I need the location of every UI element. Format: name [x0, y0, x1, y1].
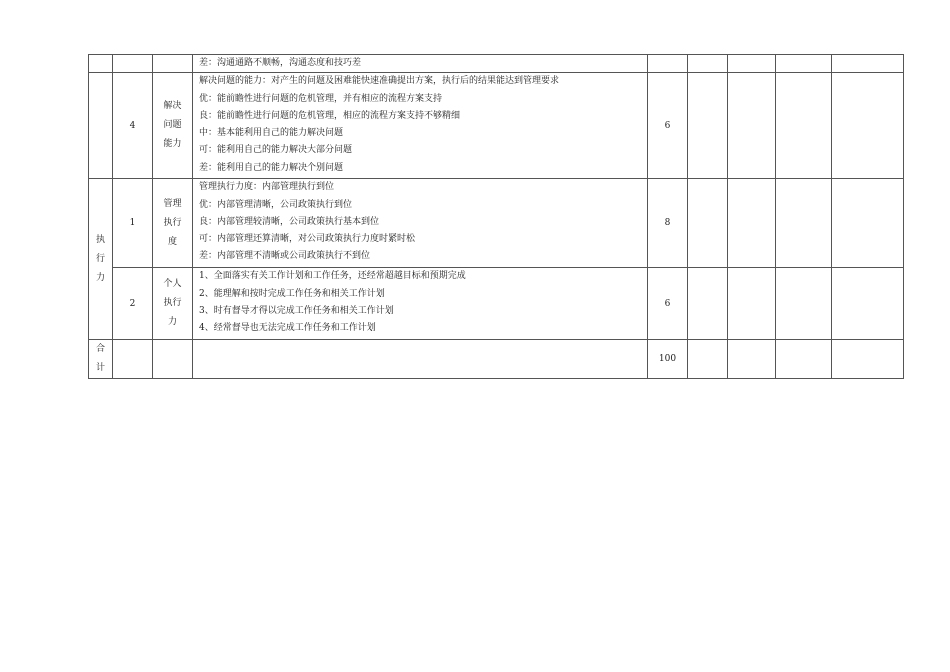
blank-cell: [688, 73, 728, 179]
number-cell: [113, 340, 153, 379]
item-label: 个人: [163, 279, 182, 290]
category-label: 执: [95, 234, 105, 245]
item-cell: [153, 268, 193, 340]
blank-cell: [688, 340, 728, 379]
blank-cell: [728, 55, 776, 73]
criteria-cell: [193, 179, 648, 268]
category-cell: [89, 340, 113, 379]
score-cell: [648, 55, 688, 73]
criteria-cell: [193, 268, 648, 340]
evaluation-table: [88, 54, 904, 379]
category-cell: [89, 179, 113, 340]
category-label: 力: [95, 272, 105, 283]
item-label: 执行: [163, 217, 182, 228]
blank-cell: [832, 73, 904, 179]
score-cell: 6: [648, 73, 688, 179]
criteria-line: 良：内部管理较清晰，公司政策执行基本到位: [199, 216, 380, 227]
table-row: [89, 55, 904, 73]
blank-cell: [776, 55, 832, 73]
criteria-line: 管理执行力度：内部管理执行到位: [199, 182, 335, 193]
criteria-line: 优：能前瞻性进行问题的危机管理，并有相应的流程方案支持: [199, 93, 443, 104]
number-cell: 2: [113, 268, 153, 340]
item-label: 度: [167, 236, 177, 247]
number-cell: 1: [113, 179, 153, 268]
blank-cell: [728, 179, 776, 268]
criteria-cell: [193, 73, 648, 179]
criteria-line: 优：内部管理清晰，公司政策执行到位: [199, 199, 353, 210]
blank-cell: [688, 55, 728, 73]
blank-cell: [832, 340, 904, 379]
criteria-cell: [193, 55, 648, 73]
blank-cell: [776, 268, 832, 340]
criteria-line: 解决问题的能力：对产生的问题及困难能快速准确提出方案，执行后的结果能达到管理要求: [199, 76, 560, 87]
number-cell: 4: [113, 73, 153, 179]
item-label: 执行: [163, 298, 182, 309]
criteria-line: 中：基本能利用自己的能力解决问题: [199, 128, 344, 139]
total-row: [89, 340, 904, 379]
item-cell: [153, 340, 193, 379]
item-cell: [153, 73, 193, 179]
criteria-line: 4、经常督导也无法完成工作任务和工作计划: [199, 323, 376, 334]
criteria-line: 2、能理解和按时完成工作任务和相关工作计划: [199, 288, 385, 299]
criteria-line: 3、时有督导才得以完成工作任务和相关工作计划: [199, 305, 394, 316]
table-row: [89, 179, 904, 268]
item-cell: [153, 55, 193, 73]
item-label: 解决: [163, 101, 182, 112]
item-label: 问题: [163, 120, 182, 131]
blank-cell: [776, 340, 832, 379]
blank-cell: [728, 340, 776, 379]
total-label: 计: [95, 363, 105, 374]
criteria-line: 差：内部管理不清晰或公司政策执行不到位: [199, 251, 371, 262]
blank-cell: [832, 268, 904, 340]
blank-cell: [728, 73, 776, 179]
criteria-line: 可：能利用自己的能力解决大部分问题: [199, 145, 353, 156]
category-cell: [89, 73, 113, 179]
criteria-line: 1、全面落实有关工作计划和工作任务，还经常超越目标和预期完成: [199, 271, 466, 282]
item-label: 管理: [163, 198, 182, 209]
criteria-line: 差：沟通通路不顺畅，沟通态度和技巧差: [199, 58, 362, 68]
total-label: 合: [95, 344, 105, 355]
blank-cell: [728, 268, 776, 340]
criteria-line: 可：内部管理还算清晰，对公司政策执行力度时紧时松: [199, 234, 416, 245]
category-cell: [89, 55, 113, 73]
score-cell: 6: [648, 268, 688, 340]
item-cell: [153, 179, 193, 268]
blank-cell: [776, 179, 832, 268]
blank-cell: [688, 179, 728, 268]
blank-cell: [688, 268, 728, 340]
score-cell: 8: [648, 179, 688, 268]
criteria-cell: [193, 340, 648, 379]
blank-cell: [832, 179, 904, 268]
number-cell: [113, 55, 153, 73]
table-row: [89, 268, 904, 340]
table-row: [89, 73, 904, 179]
blank-cell: [832, 55, 904, 73]
total-score-cell: 100: [648, 340, 688, 379]
category-label: 行: [95, 253, 105, 264]
criteria-line: 良：能前瞻性进行问题的危机管理，相应的流程方案支持不够精细: [199, 110, 461, 121]
blank-cell: [776, 73, 832, 179]
item-label: 力: [167, 317, 177, 328]
item-label: 能力: [163, 139, 182, 150]
criteria-line: 差：能利用自己的能力解决个别问题: [199, 162, 344, 173]
